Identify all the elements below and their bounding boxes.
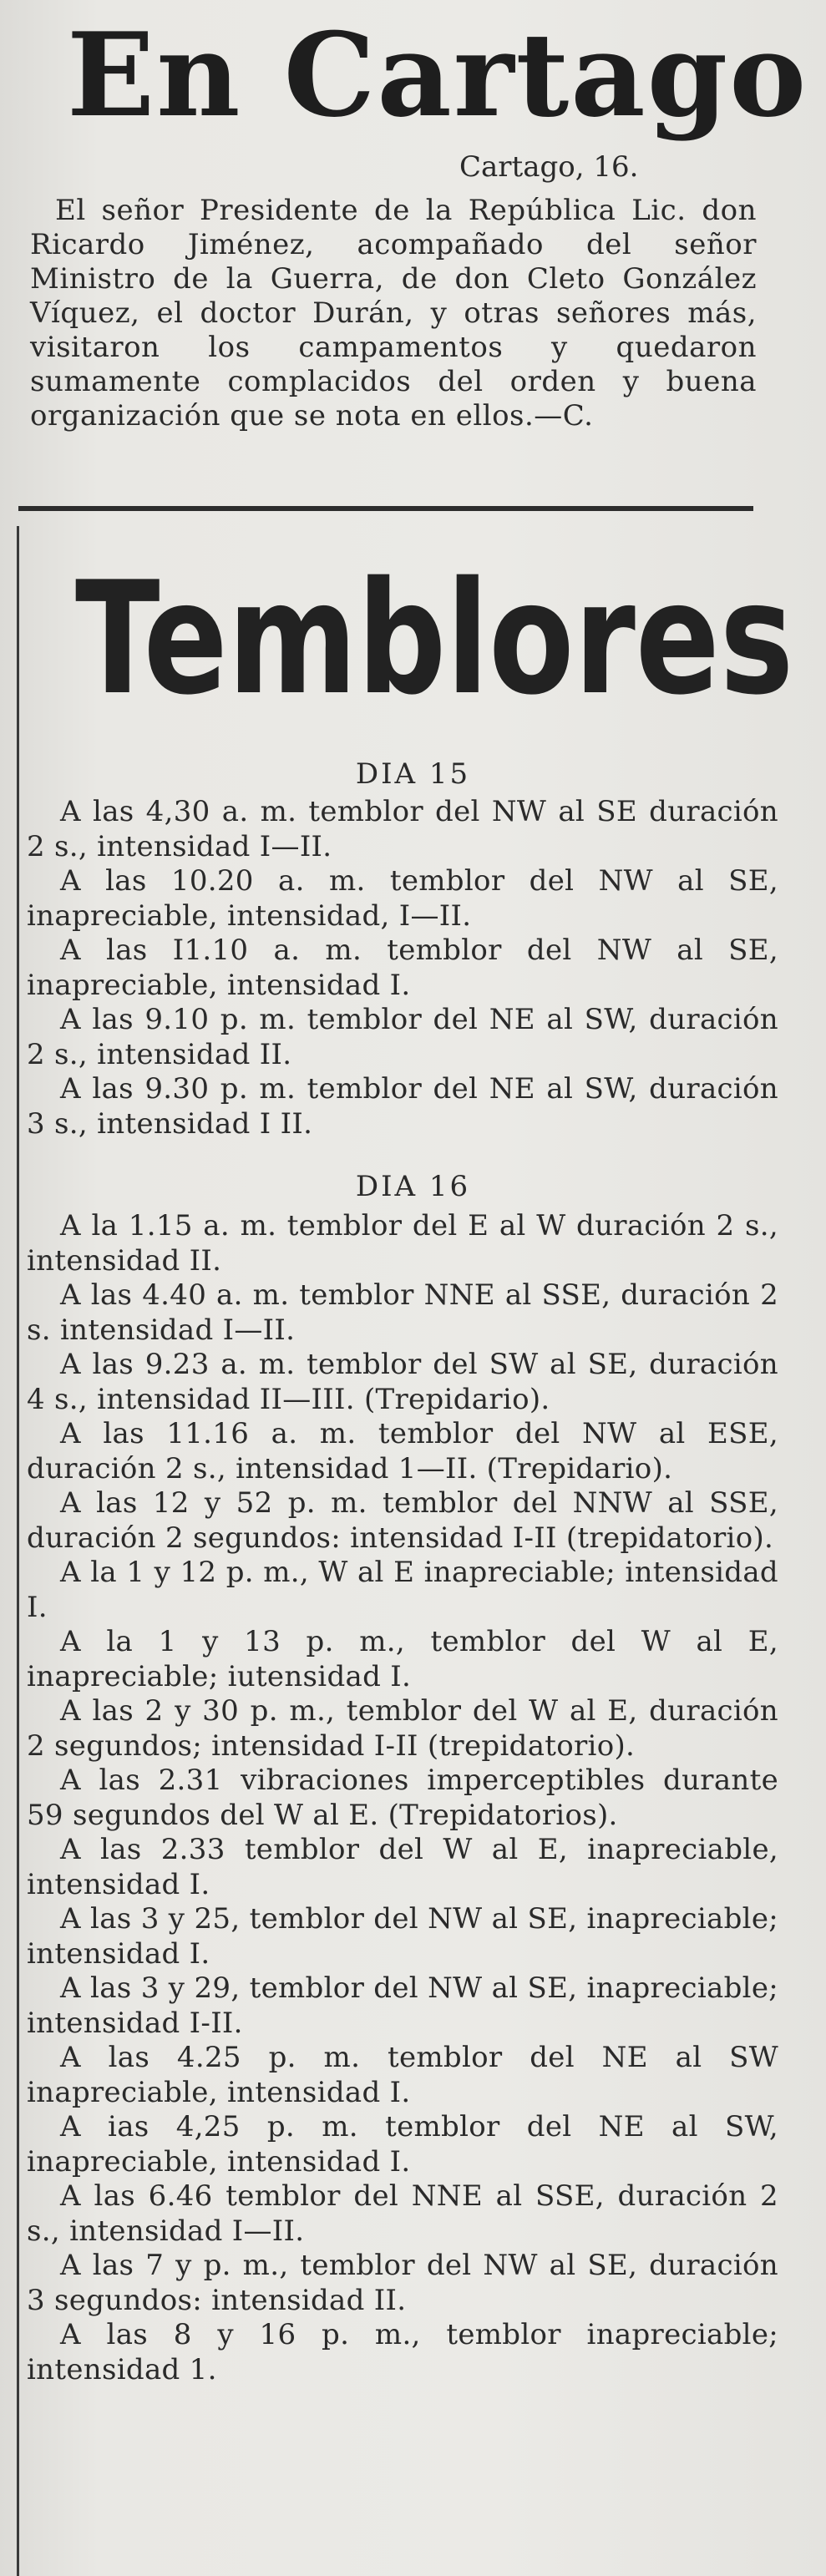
list-item: A las 2.33 temblor del W al E, inapreciable, intensidad I. <box>27 1833 778 1901</box>
list-item: A las 6.46 temblor del NNE al SSE, duración 2 s., intensidad I—II. <box>27 2179 778 2248</box>
list-item: A la 1 y 12 p. m., W al E inapreciable; intensidad I. <box>27 1556 778 1624</box>
list-item: A las 8 y 16 p. m., temblor inapreciable; intensidad 1. <box>27 2318 778 2386</box>
list-item: A las 9.10 p. m. temblor del NE al SW, duración 2 s., intensidad II. <box>27 1003 778 1071</box>
article-paragraph: El señor Presidente de la República Lic. don Ricardo Jiménez, acompañado del señor Ministro de la Guerra, de don Cleto González Víquez, el doctor Durán, y otras señores más, visitaron los campamentos y quedaron sumamente complacidos del orden y buena organización que se nota en ellos.—C. <box>30 194 757 433</box>
headline-en-cartago: En Cartago <box>67 7 808 143</box>
list-item: A la 1 y 13 p. m., temblor del W al E, inapreciable; iutensidad I. <box>27 1625 778 1693</box>
list-item: A las 4.40 a. m. temblor NNE al SSE, duración 2 s. intensidad I—II. <box>27 1278 778 1347</box>
list-item: A las 10.20 a. m. temblor del NW al SE, inapreciable, intensidad, I—II. <box>27 864 778 933</box>
list-item: A las 7 y p. m., temblor del NW al SE, duración 3 segundos: intensidad II. <box>27 2249 778 2317</box>
list-item: A las I1.10 a. m. temblor del NW al SE, inapreciable, intensidad I. <box>27 934 778 1002</box>
list-item: A las 9.30 p. m. temblor del NE al SW, duración 3 s., intensidad I II. <box>27 1072 778 1141</box>
list-item: A las 2.31 vibraciones imperceptibles durante 59 segundos del W al E. (Trepidatorios). <box>27 1764 778 1832</box>
day-heading-16: DIA 16 <box>355 1170 471 1203</box>
column-rule <box>17 526 19 2576</box>
section-divider <box>18 506 753 511</box>
list-item: A las 2 y 30 p. m., temblor del W al E, duración 2 segundos; intensidad I-II (trepidatorio). <box>27 1694 778 1763</box>
list-item: A las 12 y 52 p. m. temblor del NNW al SSE, duración 2 segundos: intensidad I-II (trepidatorio). <box>27 1486 778 1555</box>
day-heading-15: DIA 15 <box>355 757 471 791</box>
entries-day-15 <box>27 795 778 1141</box>
list-item: A las 3 y 25, temblor del NW al SE, inapreciable; intensidad I. <box>27 1902 778 1971</box>
entries-day-16 <box>27 1209 778 2387</box>
dateline: Cartago, 16. <box>459 150 639 184</box>
list-item: A la 1.15 a. m. temblor del E al W duración 2 s., intensidad II. <box>27 1209 778 1278</box>
list-item: A las 4.25 p. m. temblor del NE al SW inapreciable, intensidad I. <box>27 2041 778 2109</box>
list-item: A las 11.16 a. m. temblor del NW al ESE, duración 2 s., intensidad 1—II. (Trepidario). <box>27 1417 778 1485</box>
list-item: A las 9.23 a. m. temblor del SW al SE, duración 4 s., intensidad II—III. (Trepidario). <box>27 1348 778 1416</box>
list-item: A las 3 y 29, temblor del NW al SE, inapreciable; intensidad I-II. <box>27 1971 778 2040</box>
article-cartago-body <box>30 194 757 433</box>
list-item: A las 4,30 a. m. temblor del NW al SE duración 2 s., intensidad I—II. <box>27 795 778 863</box>
headline-temblores: Temblores <box>75 548 794 729</box>
list-item: A ias 4,25 p. m. temblor del NE al SW, inapreciable, intensidad I. <box>27 2110 778 2179</box>
